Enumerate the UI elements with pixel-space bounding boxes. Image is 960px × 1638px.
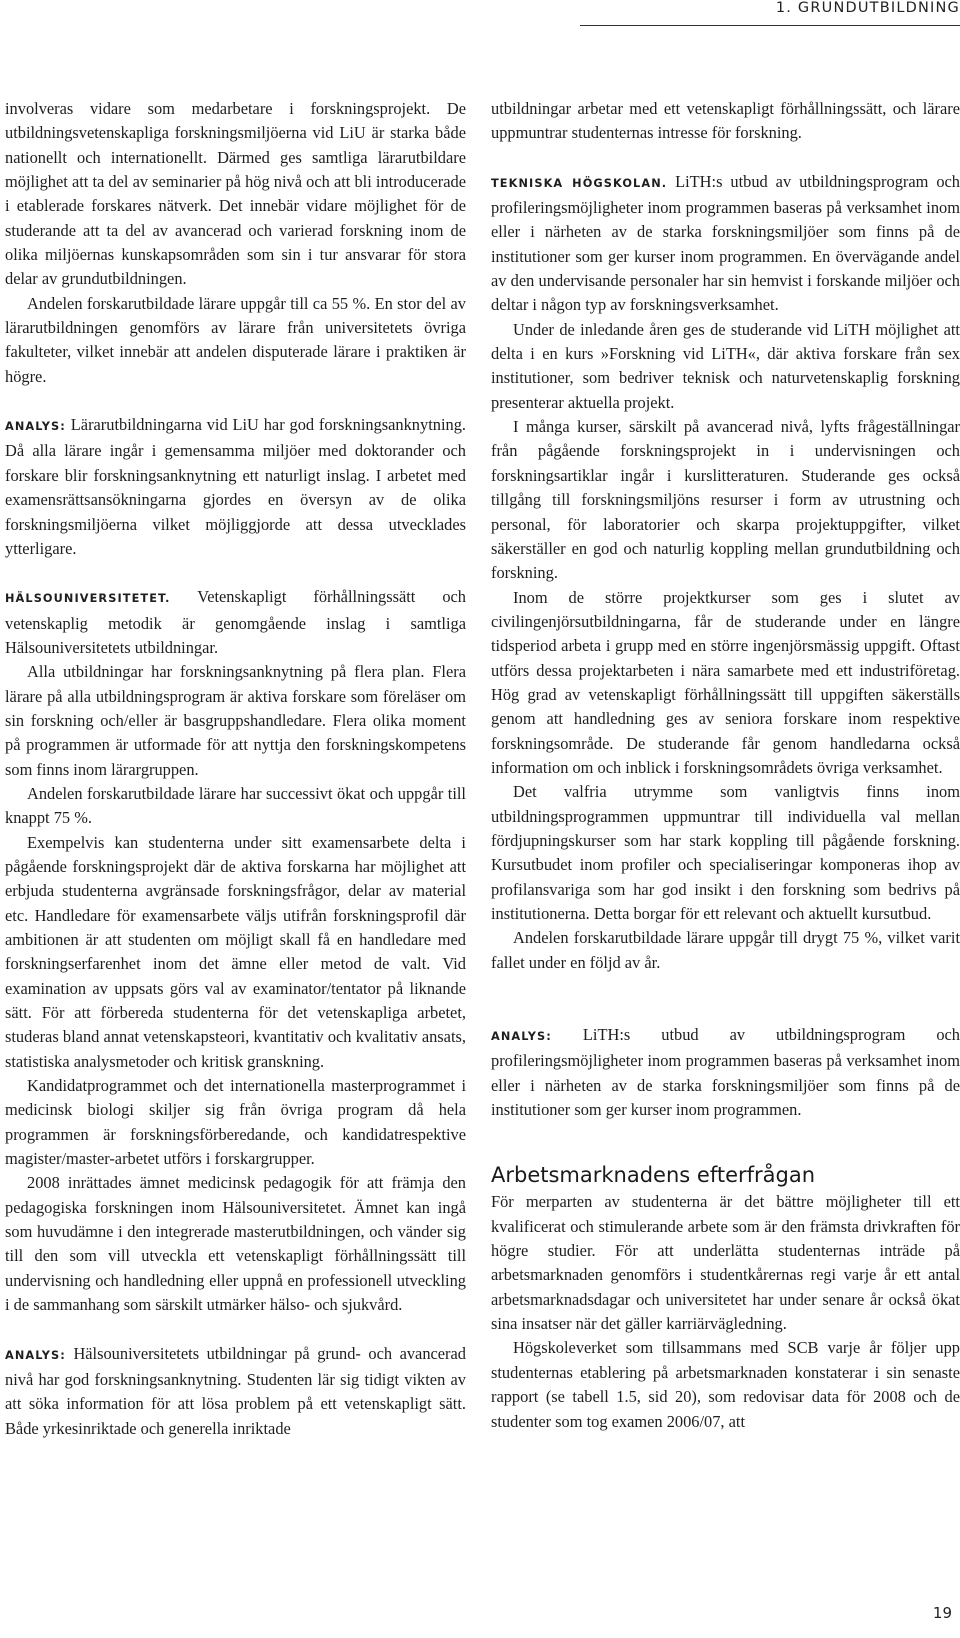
section-lead-paragraph — [491, 170, 960, 318]
paragraph: Kandidatprogrammet och det internationella masterprogrammet i medicinsk biologi skiljer sig från övriga program då hela programmen är forskningsförberedande, och kandidatrespektive magister/master-arbetet utförs i forskargrupper. — [5, 1076, 466, 1169]
section-lead-label: TEKNISKA HÖGSKOLAN. — [491, 176, 668, 190]
analysis-text: LiTH:s utbud av utbildningsprogram och profileringsmöjligheter inom programmen baseras på verksamhet inom eller i närheten av de starka forskningsmiljöer som finns på de institutioner som ger kurser inom programmen. — [491, 1025, 960, 1120]
paragraph: Under de inledande åren ges de studerande vid LiTH möjlighet att delta i en kurs »Forskning vid LiTH«, där aktiva forskare från sex institutioner, som bedriver teknisk och naturvetenskaplig forskning presenterar aktuella projekt. — [491, 319, 960, 412]
analysis-label: ANALYS: — [5, 1348, 66, 1362]
right-column — [491, 97, 960, 1434]
paragraph: Alla utbildningar har forskningsanknytning på flera plan. Flera lärare på alla utbildningsprogram är aktiva forskare som föreläser om sin forskning och/eller är basgruppshandledare. Flera olika moment på programmen är utformade för att nyttja den forskningskompetens som finns inom lärargruppen. — [5, 662, 466, 779]
paragraph: utbildningar arbetar med ett vetenskapligt förhållningssätt, och lärare uppmuntrar studenternas intresse för forskning. — [491, 99, 960, 143]
analysis-text: Hälsouniversitetets utbildningar på grund- och avancerad nivå har god forskningsanknytning. Studenten lär sig tidigt vikten av att söka information för att lösa problem på ett vetenskapligt sätt. Både yrkesinriktade och generella inriktade — [5, 1343, 466, 1438]
analysis-text: Lärarutbildningarna vid LiU har god forskningsanknytning. Då alla lärare ingår i gemensamma miljöer med doktorander och forskare blir forskningsanknytning ett naturligt inslag. I arbetet med examensrättsansökningarna gjordes en översyn av de olika forskningsmiljöerna vilket möjliggjorde att dessa utvecklades ytterligare. — [5, 415, 466, 558]
running-head-rule — [580, 25, 960, 26]
paragraph: Det valfria utrymme som vanligtvis finns inom utbildningsprogrammen uppmuntrar till individuella val mellan fördjupningskurser som har stark koppling till pågående forskning. Kursutbudet inom profiler och specialiseringar komponeras ihop av profilansvariga som har god insikt i den forskning som bedrivs på institutionerna. Detta borgar för ett relevant och aktuellt kursutbud. — [491, 782, 960, 923]
analysis-label: ANALYS: — [5, 420, 66, 434]
paragraph: Andelen forskarutbildade lärare uppgår till ca 55 %. En stor del av lärarutbildningen genomförs av lärare från universitetets övriga fakulteter, vilket innebär att andelen disputerade lärare i praktiken är högre. — [5, 293, 466, 386]
paragraph: I många kurser, särskilt på avancerad nivå, lyfts frågeställningar från pågående forskningsprojekt in i undervisningen och forskningsartiklar ingår i kurslitteraturen. Studerande ges också tillgång till forskningsmiljöns resurser i form av utrustning och personal, för laboratorier och skarpa projektuppgifter, vilket säkerställer en god och naturlig koppling mellan grundutbildning och forskning. — [491, 417, 960, 583]
paragraph: 2008 inrättades ämnet medicinsk pedagogik för att främja den pedagogiska forskningen inom Hälsouniversitetet. Ämnet kan ingå som huvudämne i den integrerade masterutbildningen, och vänder sig till den som vill utveckla ett vetenskapligt förhållningssätt till undervisning och handledning eller uppnå en professionell utveckling i de sammanhang som särskilt utmärker hälso- och sjukvård. — [5, 1173, 466, 1315]
page-number: 19 — [932, 1604, 952, 1622]
paragraph: involveras vidare som medarbetare i forskningsprojekt. De utbildningsvetenskapliga forskningsmiljöerna vid LiU är starka både nationellt och internationellt. Därmed ges samtliga lärarutbildare möjlighet att ta del av seminarier på hög nivå och att bli introducerade i etablerade forskares nätverk. Det innebär vidare möjlighet för de studerande att ta del av avancerad och varierad forskning inom de olika miljöernas kunskapsområden som sin i tur ansvarar för stora delar av grundutbildningen. — [5, 99, 466, 289]
paragraph: Inom de större projektkurser som ges i slutet av civilingenjörsutbildningarna, får de studerande under en längre tidsperiod arbeta i grupp med en större ingenjörsmässig uppgift. Oftast utförs dessa projektarbeten i nära samarbete med ett industriföretag. Hög grad av vetenskapligt förhållningssätt till uppgiften säkerställs genom att handledning ges av seniora forskare inom respektive forskningsområde. De studerande får genom handledarna också information om och inblick i forskningsområdets övriga verksamhet. — [491, 587, 960, 777]
paragraph: Högskoleverket som tillsammans med SCB varje år följer upp studenternas etablering på arbetsmarknaden konstaterar i sin senaste rapport (se tabell 1.5, sid 20), som redovisar data för 2008 och de studenter som tog examen 2006/07, att — [491, 1338, 960, 1431]
analysis-label: ANALYS: — [491, 1030, 552, 1044]
analysis-paragraph — [5, 413, 466, 561]
analysis-paragraph — [491, 1023, 960, 1122]
paragraph: Exempelvis kan studenterna under sitt examensarbete delta i pågående forskningsprojekt där de aktiva forskarna har möjlighet att erbjuda studenterna avgränsade forskningsfrågor, delar av material etc. Handledare för examensarbete väljs utifrån forskningsprofil där ambitionen är att studenten om möjligt skall få en handledare med forskningserfarenhet inom det ämne eller metod de valt. Vid examination av uppsats görs val av examinator/tentator på liknande sätt. För att förbereda studenterna för det vetenskapliga arbetet, studeras bland annat vetenskapsteori, kvantitativ och kvalitativ ansats, statistiska analysmetoder och kritisk granskning. — [5, 832, 466, 1071]
section-lead-label: HÄLSOUNIVERSITETET. — [5, 592, 171, 606]
section-lead-text: Vetenskapligt förhållningssätt och vetenskaplig metodik är genomgående inslag i samtliga Hälsouniversitetets utbildningar. — [5, 587, 466, 657]
paragraph: Andelen forskarutbildade lärare uppgår till drygt 75 %, vilket varit fallet under en följd av år. — [491, 928, 960, 972]
paragraph: För merparten av studenterna är det bättre möjligheter till ett kvalificerat och stimulerande arbete som är den främsta drivkraften för högre studier. För att underlätta studenternas inträde på arbetsmarknaden genomförs i studentkårernas regi varje år ett antal arbetsmarknadsdagar och universitetet har under senare år också ökat sina insatser när det gäller karriärvägledning. — [491, 1192, 960, 1334]
paragraph: Andelen forskarutbildade lärare har successivt ökat och uppgår till knappt 75 %. — [5, 783, 466, 828]
running-head: 1. GRUNDUTBILDNING — [775, 0, 960, 16]
left-column — [5, 97, 466, 1441]
analysis-paragraph — [5, 1342, 466, 1441]
section-heading: Arbetsmarknadens efterfrågan — [491, 1163, 816, 1188]
section-lead-paragraph — [5, 585, 466, 660]
section-lead-text: LiTH:s utbud av utbildningsprogram och profileringsmöjligheter inom programmen baseras på verksamhet inom eller i närheten av de starka forskningsmiljöer som finns på de institutioner som ger kurser inom programmen. En övervägande andel av den undervisande personaler har sin hemvist i forskande miljöer och deltar i någon typ av forskningsverksamhet. — [491, 171, 960, 315]
